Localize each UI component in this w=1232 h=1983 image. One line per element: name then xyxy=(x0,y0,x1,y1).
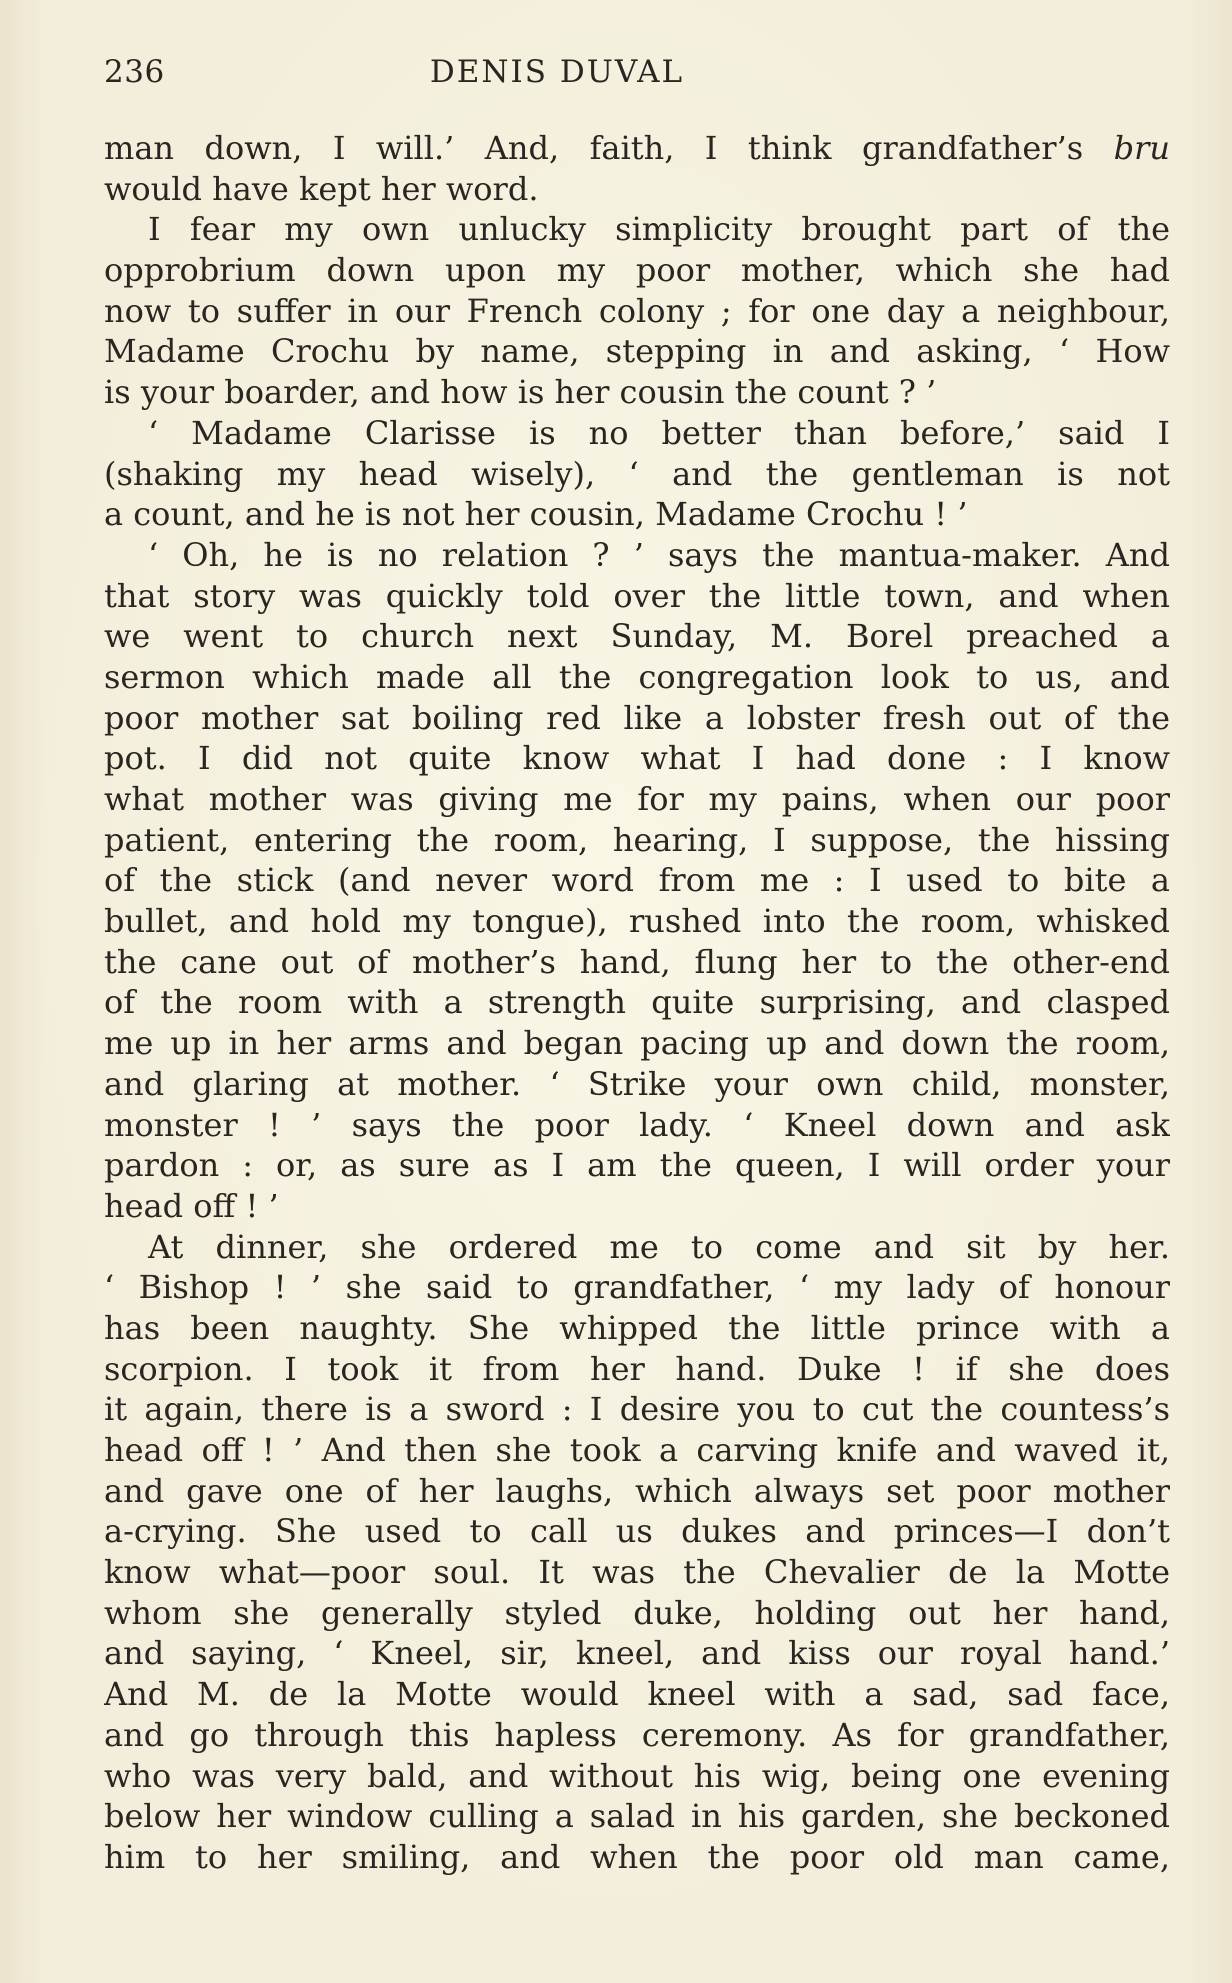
text-line: monster ! ’ says the poor lady. ‘ Kneel down and ask xyxy=(104,1105,1170,1144)
text-line: the cane out of mother’s hand, flung her to the other-end xyxy=(104,942,1170,981)
text-line: patient, entering the room, hearing, I suppose, the hissing xyxy=(104,820,1170,859)
text-line: I fear my own unlucky simplicity brought part of the xyxy=(148,210,1170,249)
text-line: a count, and he is not her cousin, Madame Crochu ! ’ xyxy=(104,495,968,534)
text-line: of the stick (and never word from me : I used to bite a xyxy=(104,861,1170,900)
text-line: ‘ Oh, he is no relation ? ’ says the mantua-maker. And xyxy=(148,535,1170,574)
body-text xyxy=(104,128,1170,1878)
text-line: sermon which made all the congregation look to us, and xyxy=(104,657,1170,696)
text-line: now to suffer in our French colony ; for one day a neighbour, xyxy=(104,291,1170,330)
text-line: that story was quickly told over the little town, and when xyxy=(104,576,1170,615)
page-header xyxy=(104,54,1170,98)
text-line: and glaring at mother. ‘ Strike your own child, monster, xyxy=(104,1064,1170,1103)
text-line: Madame Crochu by name, stepping in and asking, ‘ How xyxy=(104,332,1170,371)
text-line: we went to church next Sunday, M. Borel preached a xyxy=(104,617,1170,656)
text-line: head off ! ’ xyxy=(104,1186,279,1225)
text-line: who was very bald, and without his wig, being one evening xyxy=(104,1756,1170,1795)
text-line: of the room with a strength quite surprising, and clasped xyxy=(104,983,1170,1022)
text-line: opprobrium down upon my poor mother, which she had xyxy=(104,251,1170,290)
text-line: would have kept her word. xyxy=(104,169,539,208)
text-line: ‘ Madame Clarisse is no better than before,’ said I xyxy=(148,413,1170,452)
running-title: DENIS DUVAL xyxy=(429,54,685,90)
text-line: what mother was giving me for my pains, when our poor xyxy=(104,780,1170,818)
text-line: ‘ Bishop ! ’ she said to grandfather, ‘ my lady of honour xyxy=(104,1268,1170,1307)
text-line: poor mother sat boiling red like a lobster fresh out of the xyxy=(104,698,1170,737)
text-line: scorpion. I took it from her hand. Duke ! if she does xyxy=(104,1349,1170,1388)
text-line: whom she generally styled duke, holding out her hand, xyxy=(104,1593,1170,1632)
page-number: 236 xyxy=(104,54,165,90)
italic-word: bru xyxy=(1113,129,1170,167)
text-line: it again, there is a sword : I desire you to cut the countess’s xyxy=(104,1390,1170,1429)
text-line: bullet, and hold my tongue), rushed into the room, whisked xyxy=(104,902,1170,941)
text-line: is your boarder, and how is her cousin the count ? ’ xyxy=(104,373,937,412)
text-line: and gave one of her laughs, which always set poor mother xyxy=(104,1471,1170,1510)
text-line: pardon : or, as sure as I am the queen, I will order your xyxy=(104,1146,1170,1185)
text-line: head off ! ’ And then she took a carving knife and waved it, xyxy=(104,1431,1170,1469)
text-line: At dinner, she ordered me to come and sit by her. xyxy=(148,1227,1170,1266)
text-line: And M. de la Motte would kneel with a sad, sad face, xyxy=(104,1675,1170,1714)
text-line: pot. I did not quite know what I had done : I know xyxy=(104,739,1170,778)
text-line: and saying, ‘ Kneel, sir, kneel, and kiss our royal hand.’ xyxy=(104,1634,1170,1673)
text-line: man down, I will.’ And, faith, I think grandfather’s bru xyxy=(104,129,1170,167)
text-line: a-crying. She used to call us dukes and princes—I don’t xyxy=(104,1512,1170,1551)
text-line: me up in her arms and began pacing up and down the room, xyxy=(104,1024,1170,1063)
text-line: has been naughty. She whipped the little prince with a xyxy=(104,1308,1170,1347)
text-line: him to her smiling, and when the poor old man came, xyxy=(104,1837,1170,1876)
text-line: below her window culling a salad in his garden, she beckoned xyxy=(104,1797,1170,1836)
text-line: (shaking my head wisely), ‘ and the gentleman is not xyxy=(104,454,1170,493)
text-line: and go through this hapless ceremony. As for grandfather, xyxy=(104,1715,1170,1754)
text-line: know what—poor soul. It was the Chevalier de la Motte xyxy=(104,1553,1170,1592)
